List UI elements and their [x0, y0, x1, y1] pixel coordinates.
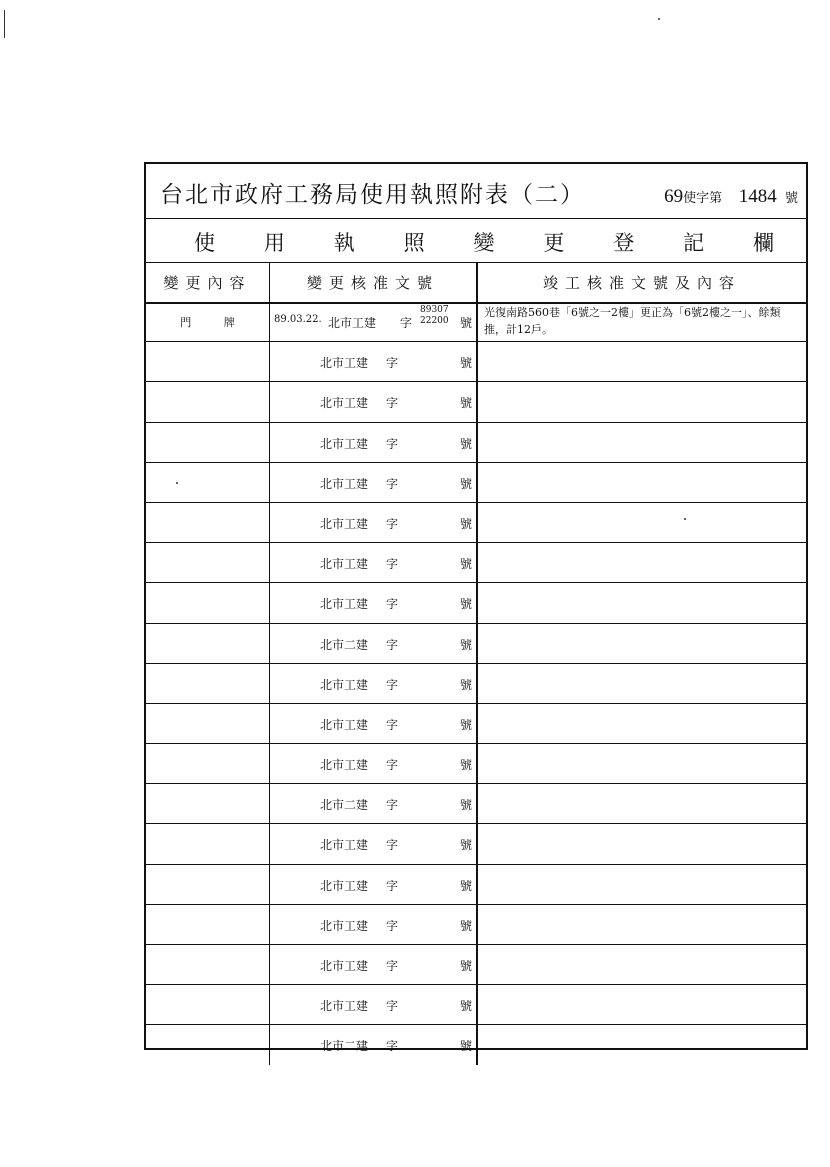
- table-row: [146, 664, 806, 704]
- approval-office: 北市工建: [320, 396, 369, 411]
- banner-char: 使: [194, 231, 215, 255]
- completion-cell: [478, 1025, 806, 1064]
- completion-cell: [478, 543, 806, 582]
- approval-ref: [320, 636, 398, 653]
- approval-zi: 字: [386, 798, 399, 813]
- approval-hao: 號: [459, 717, 472, 732]
- change-cell: [146, 985, 270, 1024]
- banner-char: 用: [263, 231, 285, 255]
- approval-ref: [320, 475, 398, 492]
- approval-cell: [270, 624, 478, 663]
- approval-cell: [270, 704, 478, 743]
- approval-cell: [270, 302, 478, 341]
- approval-ref: [320, 1037, 398, 1054]
- approval-cell: [270, 503, 478, 542]
- change-cell: [146, 342, 270, 381]
- permit-type: 使字第: [683, 191, 723, 206]
- approval-hao: 號: [459, 878, 472, 893]
- permit-attachment-table: [144, 162, 808, 1054]
- approval-cell: [270, 423, 478, 462]
- approval-hao: 號: [459, 677, 472, 692]
- section-banner: [146, 218, 806, 263]
- completion-cell: [478, 583, 806, 622]
- approval-serial-top: 89307: [420, 305, 449, 315]
- change-cell: [146, 624, 270, 663]
- change-text: 門: [180, 315, 192, 329]
- completion-cell: [478, 784, 806, 823]
- table-row: [146, 342, 806, 382]
- header-completion-content: 竣工核准文號及內容: [542, 273, 741, 292]
- table-row: [146, 503, 806, 543]
- approval-cell: [270, 463, 478, 502]
- approval-zi: 字: [386, 838, 399, 853]
- permit-serial: 1484: [738, 186, 777, 207]
- completion-content: 光復南路560巷「6號之一2樓」更正為「6號2樓之一」、餘類推，計12戶。: [484, 306, 781, 336]
- completion-cell: [478, 382, 806, 421]
- approval-office: 北市工建: [320, 999, 369, 1014]
- approval-office: 北市工建: [320, 557, 369, 572]
- approval-ref: [320, 796, 398, 813]
- completion-cell: [478, 905, 806, 944]
- approval-zi: 字: [386, 356, 399, 371]
- table-row: [146, 784, 806, 824]
- table-row: [146, 382, 806, 422]
- completion-cell: [478, 824, 806, 863]
- approval-hao: 號: [459, 637, 472, 652]
- approval-ref: [320, 836, 398, 853]
- change-cell: [146, 945, 270, 984]
- approval-cell: [270, 1025, 478, 1064]
- change-cell: [146, 463, 270, 502]
- approval-ref: [320, 555, 398, 572]
- approval-cell: [270, 905, 478, 944]
- approval-cell: [270, 865, 478, 904]
- approval-hao: 號: [459, 758, 472, 773]
- banner-char: 更: [543, 231, 565, 255]
- banner-char: 執: [333, 231, 355, 255]
- approval-zi: 字: [386, 1039, 399, 1054]
- table-row: [146, 302, 806, 342]
- approval-ref: [320, 917, 398, 934]
- completion-cell: [478, 423, 806, 462]
- approval-office: 北市工建: [320, 476, 369, 491]
- table-row: [146, 985, 806, 1025]
- approval-serial: [420, 305, 449, 327]
- completion-cell: [478, 624, 806, 663]
- banner-char: 記: [683, 231, 705, 255]
- approval-cell: [270, 945, 478, 984]
- approval-office: 北市工建: [320, 516, 369, 531]
- banner-char: 登: [613, 231, 635, 255]
- change-cell: [146, 1025, 270, 1064]
- change-cell: [146, 744, 270, 783]
- approval-ref: [320, 997, 398, 1014]
- permit-number: [664, 186, 798, 208]
- completion-cell: [478, 744, 806, 783]
- approval-office: 北市工建: [320, 436, 369, 451]
- change-cell: [146, 784, 270, 823]
- approval-ref: [320, 595, 398, 612]
- header-change-content: 變更內容: [146, 262, 270, 302]
- table-row: [146, 945, 806, 985]
- approval-cell: [270, 784, 478, 823]
- scan-speck: [176, 482, 178, 484]
- change-cell: [146, 543, 270, 582]
- completion-cell: [478, 342, 806, 381]
- table-row: [146, 865, 806, 905]
- approval-zi: 字: [386, 637, 399, 652]
- change-cell: [146, 583, 270, 622]
- completion-cell: [478, 503, 806, 542]
- approval-office: 北市工建: [320, 959, 369, 973]
- approval-hao: 號: [459, 557, 472, 572]
- approval-zi: 字: [386, 476, 399, 491]
- table-body: [146, 302, 806, 1065]
- approval-hao: 號: [459, 476, 472, 491]
- approval-hao: 號: [459, 396, 472, 411]
- approval-zi: 字: [386, 999, 399, 1014]
- approval-hao: 號: [459, 516, 472, 531]
- table-header: [146, 262, 806, 304]
- permit-prefix: 69: [664, 186, 684, 207]
- approval-hao: 號: [459, 436, 472, 451]
- approval-hao: 號: [459, 798, 472, 813]
- title-row: [146, 164, 806, 219]
- approval-hao: 號: [459, 316, 472, 330]
- approval-zi: 字: [386, 396, 399, 411]
- permit-suffix: 號: [784, 191, 798, 206]
- approval-cell: [270, 985, 478, 1024]
- approval-office: 北市工建: [320, 356, 369, 371]
- completion-cell: [478, 704, 806, 743]
- approval-office: 北市二建: [320, 637, 369, 652]
- approval-cell: [270, 744, 478, 783]
- banner-char: 欄: [753, 231, 774, 255]
- change-cell: [146, 423, 270, 462]
- approval-zi: 字: [386, 918, 399, 933]
- approval-ref: [320, 354, 398, 371]
- table-row: [146, 463, 806, 503]
- approval-serial-bottom: 22200: [420, 316, 449, 326]
- approval-cell: [270, 664, 478, 703]
- banner-text: [194, 227, 774, 257]
- change-cell: [146, 664, 270, 703]
- approval-ref: [320, 756, 398, 773]
- change-cell: [146, 503, 270, 542]
- approval-office: 北市工建: [320, 717, 369, 732]
- change-cell: [146, 382, 270, 421]
- banner-char: 變: [473, 231, 495, 255]
- approval-hao: 號: [459, 999, 472, 1014]
- approval-ref: [320, 394, 398, 411]
- approval-zi: 字: [386, 878, 399, 893]
- approval-hao: 號: [459, 918, 472, 933]
- scan-speck: [4, 10, 5, 38]
- approval-zi: 字: [400, 316, 413, 330]
- approval-zi: 字: [386, 597, 399, 612]
- approval-zi: 字: [386, 516, 399, 531]
- approval-office: 北市工建: [320, 677, 369, 692]
- table-row: [146, 1025, 806, 1064]
- table-row: [146, 624, 806, 664]
- scan-speck: [658, 18, 660, 20]
- approval-office: 北市二建: [320, 798, 369, 813]
- approval-cell: [270, 342, 478, 381]
- approval-zi: 字: [386, 959, 399, 973]
- approval-cell: [270, 382, 478, 421]
- approval-hao: 號: [459, 838, 472, 853]
- approval-zi: 字: [386, 436, 399, 451]
- approval-date: 89.03.22.: [274, 314, 322, 325]
- approval-cell: [270, 583, 478, 622]
- approval-ref: [320, 877, 398, 894]
- scan-speck: [684, 518, 686, 520]
- change-cell: [146, 824, 270, 863]
- completion-cell: [478, 945, 806, 984]
- change-cell: [146, 865, 270, 904]
- approval-office: 北市工建: [320, 758, 369, 773]
- header-approval-number: 變更核准文號: [270, 262, 478, 302]
- approval-office: 北市工建: [320, 878, 369, 893]
- approval-cell: [270, 543, 478, 582]
- approval-ref: [320, 435, 398, 452]
- approval-ref: [320, 676, 398, 693]
- completion-cell: [478, 664, 806, 703]
- document-title: 台北市政府工務局使用執照附表（二）: [160, 182, 585, 208]
- change-cell: [146, 905, 270, 944]
- change-cell: [146, 704, 270, 743]
- change-cell: [146, 302, 270, 341]
- table-row: [146, 824, 806, 864]
- approval-ref: [320, 515, 398, 532]
- approval-hao: 號: [459, 959, 472, 973]
- completion-cell: [478, 985, 806, 1024]
- approval-hao: 號: [459, 356, 472, 371]
- table-row: [146, 543, 806, 583]
- banner-char: 照: [403, 231, 425, 255]
- table-row: [146, 583, 806, 623]
- completion-cell: [478, 463, 806, 502]
- change-text: 牌: [223, 315, 235, 329]
- approval-ref: [320, 716, 398, 733]
- approval-zi: 字: [386, 758, 399, 773]
- completion-cell: [478, 865, 806, 904]
- table-row: [146, 423, 806, 463]
- approval-office: 北市工建: [328, 316, 377, 330]
- table-row: [146, 704, 806, 744]
- approval-office: 北市工建: [320, 918, 369, 933]
- approval-hao: 號: [459, 1039, 472, 1054]
- approval-zi: 字: [386, 557, 399, 572]
- approval-ref: [320, 957, 398, 974]
- approval-hao: 號: [459, 597, 472, 612]
- approval-zi: 字: [386, 717, 399, 732]
- approval-zi: 字: [386, 677, 399, 692]
- approval-office: 北市二建: [320, 1039, 369, 1054]
- approval-office: 北市工建: [320, 838, 369, 853]
- approval-cell: [270, 824, 478, 863]
- approval-office: 北市工建: [320, 597, 369, 612]
- table-row: [146, 744, 806, 784]
- table-row: [146, 905, 806, 945]
